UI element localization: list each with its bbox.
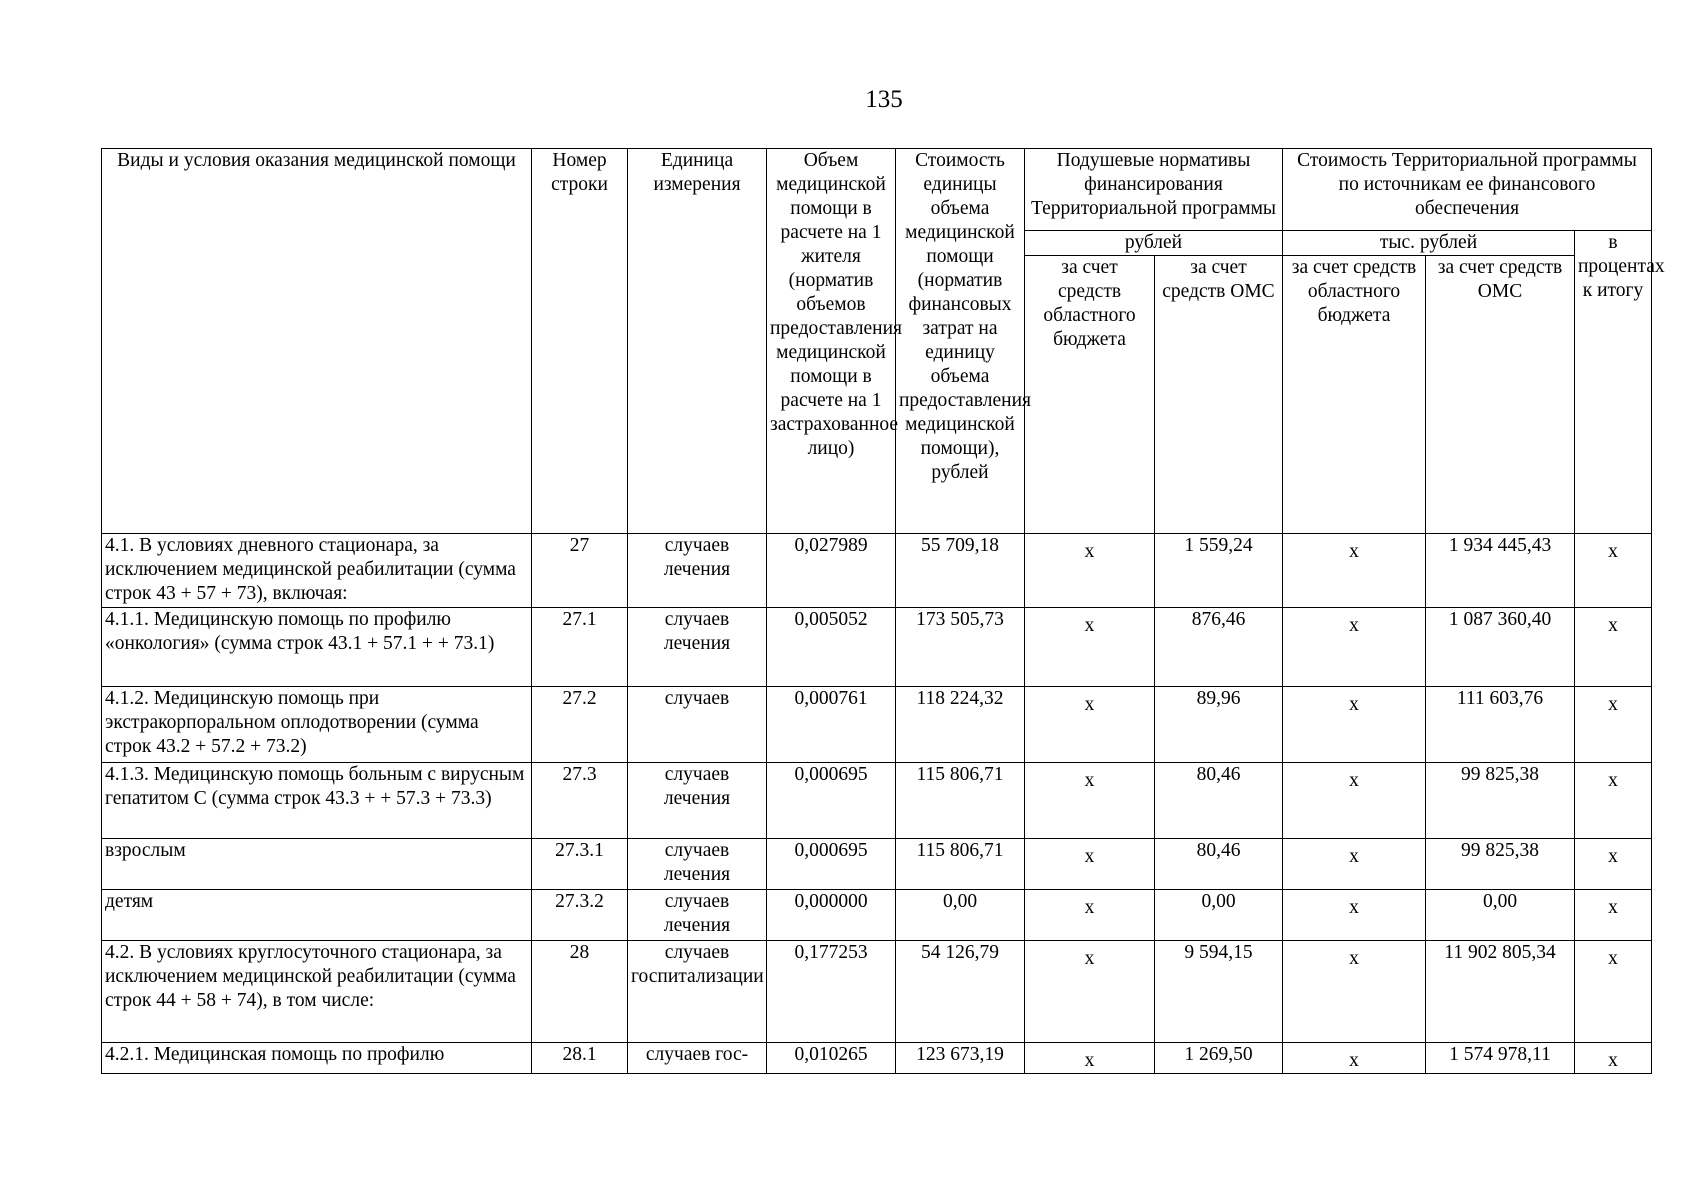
row-unit: случаев лечения [628,890,767,941]
page-number: 135 [865,86,903,113]
header-row-number: Номер строки [532,149,628,534]
row-name: 4.2. В условиях круглосуточного стационара, за исключением медицинской реабилитации (сумма строк 44 + 58 + 74), в том числе: [102,941,532,1043]
row-cost: 173 505,73 [896,608,1025,687]
header-program-cost: Стоимость Территориальной программы по источникам ее финансового обеспечения [1283,149,1652,231]
row-pc-oms: 9 594,15 [1155,941,1283,1043]
row-volume: 0,010265 [767,1043,896,1074]
row-tp-budget: x [1283,839,1426,890]
row-pc-budget: x [1025,890,1155,941]
row-name: взрослым [102,839,532,890]
row-tp-oms: 111 603,76 [1426,687,1575,763]
row-pc-budget: x [1025,763,1155,839]
row-pc-oms: 876,46 [1155,608,1283,687]
row-tp-pct: x [1575,890,1652,941]
row-name: 4.1.3. Медицинскую помощь больным с вирусным гепатитом С (сумма строк 43.3 + + 57.3 + 73.3) [102,763,532,839]
row-volume: 0,027989 [767,534,896,608]
row-pc-budget: x [1025,839,1155,890]
row-number: 27 [532,534,628,608]
row-tp-pct: x [1575,1043,1652,1074]
row-unit: случаев госпитализации [628,941,767,1043]
header-unit-rub: рублей [1025,231,1283,256]
row-tp-oms: 1 087 360,40 [1426,608,1575,687]
row-volume: 0,000761 [767,687,896,763]
row-tp-budget: x [1283,1043,1426,1074]
table-row [102,608,1652,687]
row-tp-budget: x [1283,890,1426,941]
row-volume: 0,000695 [767,763,896,839]
row-name: 4.1.2. Медицинскую помощь при экстракорпоральном оплодотворении (сумма строк 43.2 + 57.2 + 73.2) [102,687,532,763]
row-pc-budget: x [1025,941,1155,1043]
table-row [102,839,1652,890]
row-pc-oms: 89,96 [1155,687,1283,763]
header-unit-thousand-rub: тыс. рублей [1283,231,1575,256]
row-cost: 115 806,71 [896,763,1025,839]
table-row [102,687,1652,763]
row-unit: случаев лечения [628,763,767,839]
row-cost: 115 806,71 [896,839,1025,890]
table-row [102,890,1652,941]
row-unit: случаев лечения [628,534,767,608]
row-name: детям [102,890,532,941]
row-pc-budget: x [1025,687,1155,763]
row-volume: 0,000695 [767,839,896,890]
row-cost: 55 709,18 [896,534,1025,608]
medical-care-table [101,148,1665,1074]
table-row [102,534,1652,608]
row-tp-oms: 1 934 445,43 [1426,534,1575,608]
row-name: 4.1. В условиях дневного стационара, за исключением медицинской реабилитации (сумма строк 43 + 57 + 73), включая: [102,534,532,608]
row-cost: 118 224,32 [896,687,1025,763]
row-pc-oms: 1 559,24 [1155,534,1283,608]
header-percent-total: в процентах к итогу [1575,231,1652,534]
row-tp-budget: x [1283,941,1426,1043]
row-name: 4.2.1. Медицинская помощь по профилю [102,1043,532,1074]
row-tp-budget: x [1283,608,1426,687]
row-tp-pct: x [1575,763,1652,839]
row-pc-oms: 80,46 [1155,763,1283,839]
row-tp-budget: x [1283,763,1426,839]
row-tp-oms: 1 574 978,11 [1426,1043,1575,1074]
row-volume: 0,005052 [767,608,896,687]
row-cost: 54 126,79 [896,941,1025,1043]
header-volume-per-capita: Объем медицинской помощи в расчете на 1 жителя (норматив объемов предоставления медицинской помощи в расчете на 1 застрахованное лицо) [767,149,896,534]
row-tp-pct: x [1575,839,1652,890]
row-unit: случаев лечения [628,839,767,890]
row-pc-budget: x [1025,534,1155,608]
row-tp-pct: x [1575,608,1652,687]
table-row [102,941,1652,1043]
row-tp-pct: x [1575,534,1652,608]
row-pc-oms: 0,00 [1155,890,1283,941]
row-number: 27.3 [532,763,628,839]
row-tp-pct: x [1575,941,1652,1043]
row-unit: случаев гос- [628,1043,767,1074]
row-number: 27.1 [532,608,628,687]
row-volume: 0,177253 [767,941,896,1043]
table-row [102,763,1652,839]
header-tp-regional-budget: за счет средств областного бюджета [1283,256,1426,534]
row-tp-oms: 99 825,38 [1426,763,1575,839]
header-care-type: Виды и условия оказания медицинской помощи [102,149,532,534]
row-pc-oms: 80,46 [1155,839,1283,890]
row-volume: 0,000000 [767,890,896,941]
row-pc-budget: x [1025,608,1155,687]
header-tp-oms: за счет средств ОМС [1426,256,1575,534]
row-number: 28 [532,941,628,1043]
row-number: 27.3.2 [532,890,628,941]
row-pc-budget: x [1025,1043,1155,1074]
row-tp-oms: 11 902 805,34 [1426,941,1575,1043]
header-unit-cost: Стоимость единицы объема медицинской помощи (норматив финансовых затрат на единицу объема предоставления медицинской помощи), рублей [896,149,1025,534]
row-tp-oms: 99 825,38 [1426,839,1575,890]
row-tp-oms: 0,00 [1426,890,1575,941]
row-tp-budget: x [1283,534,1426,608]
header-per-capita-standards: Подушевые нормативы финансирования Территориальной программы [1025,149,1283,231]
header-pc-oms: за счет средств ОМС [1155,256,1283,534]
header-unit: Единица измерения [628,149,767,534]
row-name: 4.1.1. Медицинскую помощь по профилю «онкология» (сумма строк 43.1 + 57.1 + + 73.1) [102,608,532,687]
row-tp-pct: x [1575,687,1652,763]
row-cost: 0,00 [896,890,1025,941]
row-pc-oms: 1 269,50 [1155,1043,1283,1074]
row-number: 27.2 [532,687,628,763]
row-number: 28.1 [532,1043,628,1074]
row-unit: случаев лечения [628,608,767,687]
table-row [102,1043,1652,1074]
row-unit: случаев [628,687,767,763]
row-number: 27.3.1 [532,839,628,890]
header-pc-regional-budget: за счет средств областного бюджета [1025,256,1155,534]
row-cost: 123 673,19 [896,1043,1025,1074]
row-tp-budget: x [1283,687,1426,763]
